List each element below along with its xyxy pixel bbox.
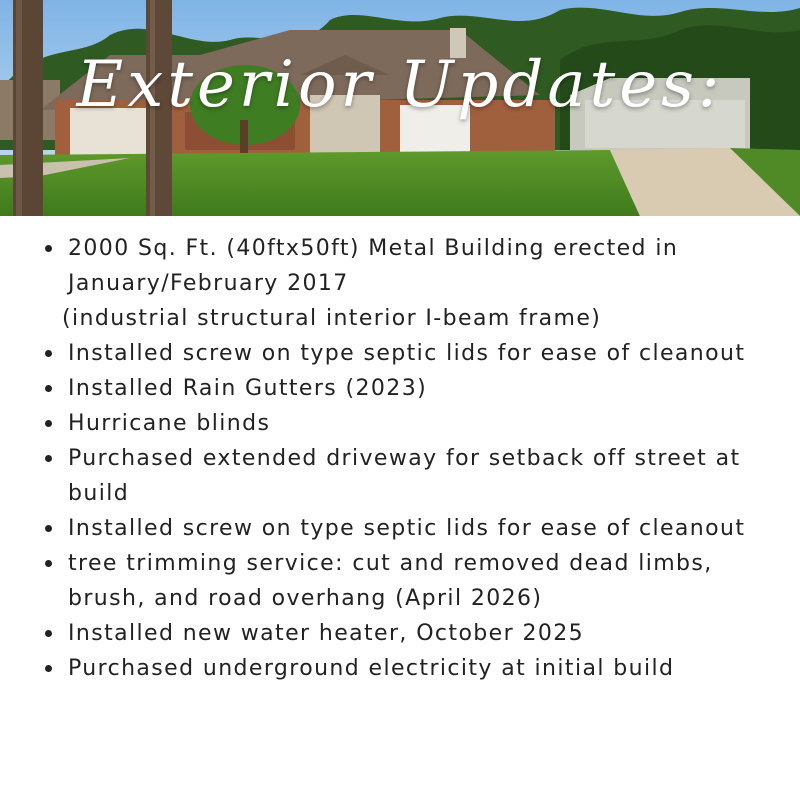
list-item-text: 2000 Sq. Ft. (40ftx50ft) Metal Building erected in January/February 2017 (68, 236, 679, 296)
list-item-text: Hurricane blinds (68, 411, 271, 436)
list-item-text: Installed screw on type septic lids for ease of cleanout (68, 341, 746, 366)
page-title: Exterior Updates: (76, 48, 724, 122)
list-item-text: tree trimming service: cut and removed dead limbs, brush, and road overhang (April 2026) (68, 551, 713, 611)
updates-list (0, 231, 800, 686)
list-item (0, 616, 800, 651)
bullet-icon (45, 245, 52, 252)
list-item-subtext: (industrial structural interior I-beam frame) (62, 306, 602, 331)
bullet-icon (45, 525, 52, 532)
list-item (0, 406, 800, 441)
list-item-text: Installed Rain Gutters (2023) (68, 376, 428, 401)
list-item-text: Purchased extended driveway for setback off street at build (68, 446, 741, 506)
list-item (0, 511, 800, 546)
list-item (0, 371, 800, 406)
list-item-text: Purchased underground electricity at initial build (68, 656, 675, 681)
list-item-text: Installed screw on type septic lids for ease of cleanout (68, 516, 746, 541)
bullet-icon (45, 350, 52, 357)
bullet-icon (45, 560, 52, 567)
bullet-icon (45, 420, 52, 427)
bullet-icon (45, 385, 52, 392)
bullet-icon (45, 630, 52, 637)
list-item (0, 651, 800, 686)
bullet-icon (45, 665, 52, 672)
house-photo (0, 0, 800, 216)
list-item (0, 231, 800, 336)
list-item (0, 546, 800, 616)
list-item (0, 336, 800, 371)
bullet-icon (45, 455, 52, 462)
list-item (0, 441, 800, 511)
list-item-text: Installed new water heater, October 2025 (68, 621, 585, 646)
